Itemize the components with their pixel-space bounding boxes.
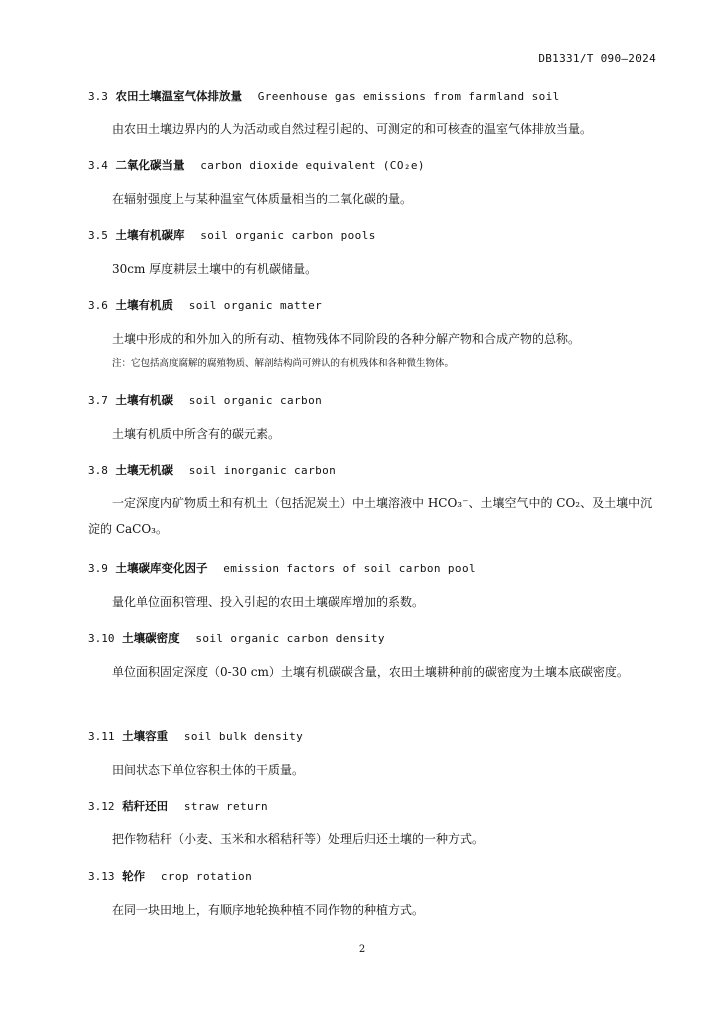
term-number: 3.3 [88, 90, 108, 103]
term-3-6 [88, 297, 322, 313]
term-3-4 [88, 157, 425, 173]
definition-3-11: 田间状态下单位容积土体的干质量。 [112, 763, 305, 777]
term-english: soil organic carbon [188, 394, 323, 407]
term-chinese: 秸秆还田 [122, 799, 169, 813]
definition-3-13: 在同一块田地上，有顺序地轮换种植不同作物的种植方式。 [112, 903, 425, 917]
term-number: 3.10 [88, 632, 115, 645]
term-english: Greenhouse gas emissions from farmland soil [257, 90, 560, 103]
term-3-10 [88, 630, 385, 646]
definition-3-4: 在辐射强度上与某种温室气体质量相当的二氧化碳的量。 [112, 192, 413, 206]
term-chinese: 土壤有机质 [115, 298, 174, 312]
term-english: emission factors of soil carbon pool [223, 562, 476, 575]
term-3-8 [88, 462, 336, 478]
term-english: soil inorganic carbon [188, 464, 337, 477]
definition-3-7: 土壤有机质中所含有的碳元素。 [112, 427, 281, 441]
term-number: 3.11 [88, 730, 115, 743]
term-english: crop rotation [160, 870, 253, 883]
term-3-13 [88, 868, 252, 884]
term-chinese: 农田土壤温室气体排放量 [115, 89, 243, 103]
term-3-9 [88, 560, 476, 576]
definition-3-3: 由农田土壤边界内的人为活动或自然过程引起的、可测定的和可核查的温室气体排放当量。 [112, 122, 593, 136]
term-3-12 [88, 798, 268, 814]
term-english: soil bulk density [183, 730, 304, 743]
page-number: 2 [358, 944, 366, 955]
term-english: soil organic carbon density [195, 632, 385, 645]
term-english: carbon dioxide equivalent (CO₂e) [200, 159, 425, 172]
term-number: 3.9 [88, 562, 108, 575]
term-3-3 [88, 88, 560, 104]
term-chinese: 土壤碳库变化因子 [115, 561, 208, 575]
term-english: straw return [183, 800, 269, 813]
term-chinese: 二氧化碳当量 [115, 158, 185, 172]
term-3-5 [88, 227, 376, 243]
term-chinese: 土壤有机碳 [115, 393, 174, 407]
document-code: DB1331/T 090—2024 [538, 52, 656, 65]
term-number: 3.5 [88, 229, 108, 242]
term-3-7 [88, 392, 322, 408]
term-number: 3.13 [88, 870, 115, 883]
definition-3-10: 单位面积固定深度（0-30 cm）土壤有机碳碳含量，农田土壤耕种前的碳密度为土壤本底碳密度。 [112, 665, 629, 679]
definition-3-12: 把作物秸秆（小麦、玉米和水稻秸秆等）处理后归还土壤的一种方式。 [112, 832, 485, 846]
definition-3-6: 土壤中形成的和外加入的所有动、植物残体不同阶段的各种分解产物和合成产物的总称。 [112, 332, 581, 346]
note-3-6: 注：它包括高度腐解的腐殖物质、解剖结构尚可辨认的有机残体和各种微生物体。 [112, 358, 455, 369]
term-chinese: 土壤容重 [122, 729, 169, 743]
definition-3-9: 量化单位面积管理、投入引起的农田土壤碳库增加的系数。 [112, 595, 425, 609]
definition-3-5: 30cm 厚度耕层土壤中的有机碳储量。 [112, 262, 318, 276]
term-chinese: 土壤有机碳库 [115, 228, 185, 242]
term-chinese: 土壤无机碳 [115, 463, 174, 477]
term-number: 3.12 [88, 800, 115, 813]
definition-3-8: 一定深度内矿物质土和有机土（包括泥炭土）中土壤溶液中 HCO₃⁻、土壤空气中的 CO₂、及土壤中沉淀的 CaCO₃。 [88, 496, 653, 536]
term-english: soil organic carbon pools [200, 229, 376, 242]
term-number: 3.6 [88, 299, 108, 312]
term-chinese: 土壤碳密度 [122, 631, 180, 645]
term-number: 3.8 [88, 464, 108, 477]
term-english: soil organic matter [188, 299, 323, 312]
term-number: 3.4 [88, 159, 108, 172]
term-chinese: 轮作 [122, 869, 146, 883]
term-3-11 [88, 728, 303, 744]
term-number: 3.7 [88, 394, 108, 407]
